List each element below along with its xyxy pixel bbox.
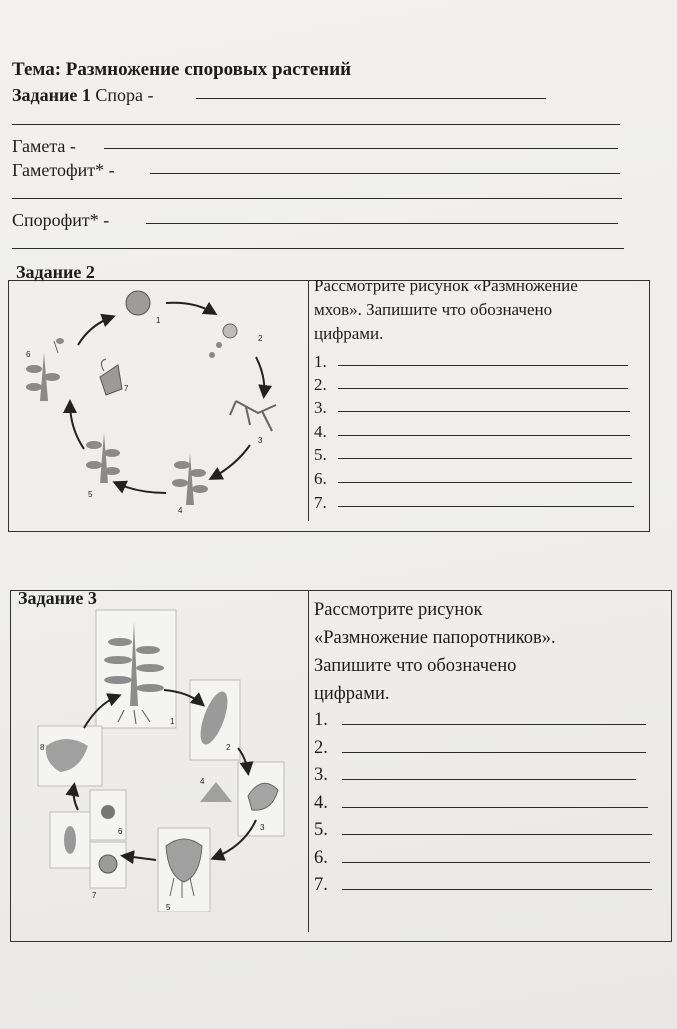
egg-cell-illustration	[101, 805, 115, 819]
task2-item-4: 4.	[314, 422, 327, 441]
arrow-6-1	[78, 317, 112, 345]
fig2-label-3: 3	[258, 436, 263, 445]
answer-line-sporophyte-2[interactable]	[12, 248, 624, 249]
task2-item-5: 5.	[314, 445, 327, 464]
fig3-label-2: 2	[226, 743, 231, 752]
arrow-2-3	[256, 357, 264, 395]
task3-instruction-line-1: Рассмотрите рисунок	[314, 600, 483, 620]
task2-label: Задание 2	[16, 262, 95, 282]
task3-item-3: 3.	[314, 765, 328, 785]
fig3-label-6: 6	[118, 827, 123, 836]
fern-life-cycle-figure	[26, 606, 304, 912]
fig3-label-8: 8	[40, 743, 45, 752]
fig2-label-5: 5	[88, 490, 93, 499]
task2-answer-line-1[interactable]	[338, 365, 628, 366]
task3-answer-line-5[interactable]	[342, 834, 652, 835]
task3-instruction-line-3: Запишите что обозначено	[314, 656, 517, 676]
moss-shoot-illustration-5	[86, 433, 120, 483]
topic-title: Тема: Размножение споровых растений	[12, 59, 352, 80]
task2-item-7: 7.	[314, 493, 327, 512]
answer-line-gametophyte-2[interactable]	[12, 198, 622, 199]
term-gamete: Гамета -	[12, 136, 76, 156]
answer-line-gametophyte[interactable]	[150, 173, 620, 174]
fig3-label-1: 1	[170, 717, 175, 726]
answer-line-spore-2[interactable]	[12, 124, 620, 125]
task3-label: Задание 3	[18, 588, 97, 608]
task3-answer-line-1[interactable]	[342, 724, 646, 725]
term-gametophyte: Гаметофит* -	[12, 160, 115, 180]
fig2-label-4: 4	[178, 506, 183, 515]
term-spore: Спора -	[95, 85, 154, 105]
arrow-5-6	[70, 403, 84, 449]
task2-item-3: 3.	[314, 398, 327, 417]
task2-item-1: 1.	[314, 352, 327, 371]
task2-answer-line-2[interactable]	[338, 388, 628, 389]
arrow-6-8	[74, 786, 79, 810]
moss-shoot-illustration-4	[172, 453, 208, 505]
task2-instruction-line-3: цифрами.	[314, 324, 384, 343]
fig3-label-5: 5	[166, 903, 171, 912]
fig3-label-3: 3	[260, 823, 265, 832]
antheridium-illustration	[64, 826, 76, 854]
arrow-4-5	[116, 483, 166, 493]
task2-divider	[308, 280, 309, 521]
moss-with-capsule-illustration	[26, 338, 64, 401]
task3-answer-line-4[interactable]	[342, 807, 648, 808]
task3-instruction-line-2: «Размножение папоротников».	[314, 628, 556, 648]
task3-answer-line-3[interactable]	[342, 779, 636, 780]
task2-instruction-line-1: Рассмотрите рисунок «Размножение	[314, 276, 578, 295]
task2-item-6: 6.	[314, 469, 327, 488]
task2-instruction-line-2: мхов». Запишите что обозначено	[314, 300, 553, 319]
moss-life-cycle-figure	[14, 283, 306, 521]
fig2-label-7: 7	[124, 384, 129, 393]
fig2-label-6: 6	[26, 350, 31, 359]
task3-answer-line-7[interactable]	[342, 889, 652, 890]
fig3-label-7: 7	[92, 891, 97, 900]
germinating-spore-illustration	[209, 324, 237, 358]
task2-answer-line-4[interactable]	[338, 435, 630, 436]
term-sporophyte: Спорофит* -	[12, 210, 110, 230]
task1-label: Задание 1	[12, 85, 91, 105]
spore-tetrahedron-illustration	[200, 782, 232, 802]
task3-item-1: 1.	[314, 710, 328, 730]
fig2-label-2: 2	[258, 334, 263, 343]
protonema-illustration	[230, 401, 276, 431]
task2-item-2: 2.	[314, 375, 327, 394]
task2-answer-line-6[interactable]	[338, 482, 632, 483]
task3-item-6: 6.	[314, 848, 328, 868]
arrow-3-4	[212, 445, 250, 478]
task3-item-4: 4.	[314, 793, 328, 813]
task3-item-2: 2.	[314, 738, 328, 758]
task3-instruction	[314, 596, 556, 708]
task3-instruction-line-4: цифрами.	[314, 684, 390, 704]
task2-answer-line-5[interactable]	[338, 458, 632, 459]
arrow-1-2	[166, 303, 214, 313]
task3-item-7: 7.	[314, 875, 328, 895]
arrow-5-7	[124, 856, 156, 860]
task2-answer-line-3[interactable]	[338, 411, 630, 412]
answer-line-spore[interactable]	[196, 98, 546, 99]
task3-item-5: 5.	[314, 820, 328, 840]
answer-line-sporophyte[interactable]	[146, 223, 618, 224]
archegonium-illustration	[99, 855, 117, 873]
task1-row-spore	[12, 86, 153, 104]
task3-answer-line-2[interactable]	[342, 752, 646, 753]
spore-illustration	[126, 291, 150, 315]
fig2-label-1: 1	[156, 316, 161, 325]
task2-instruction	[314, 274, 578, 346]
answer-line-gamete[interactable]	[104, 148, 618, 149]
task3-divider	[308, 590, 309, 932]
fig3-label-4: 4	[200, 777, 205, 786]
task3-answer-line-6[interactable]	[342, 862, 650, 863]
task2-answer-line-7[interactable]	[338, 506, 634, 507]
spore-capsule-illustration	[100, 359, 122, 395]
